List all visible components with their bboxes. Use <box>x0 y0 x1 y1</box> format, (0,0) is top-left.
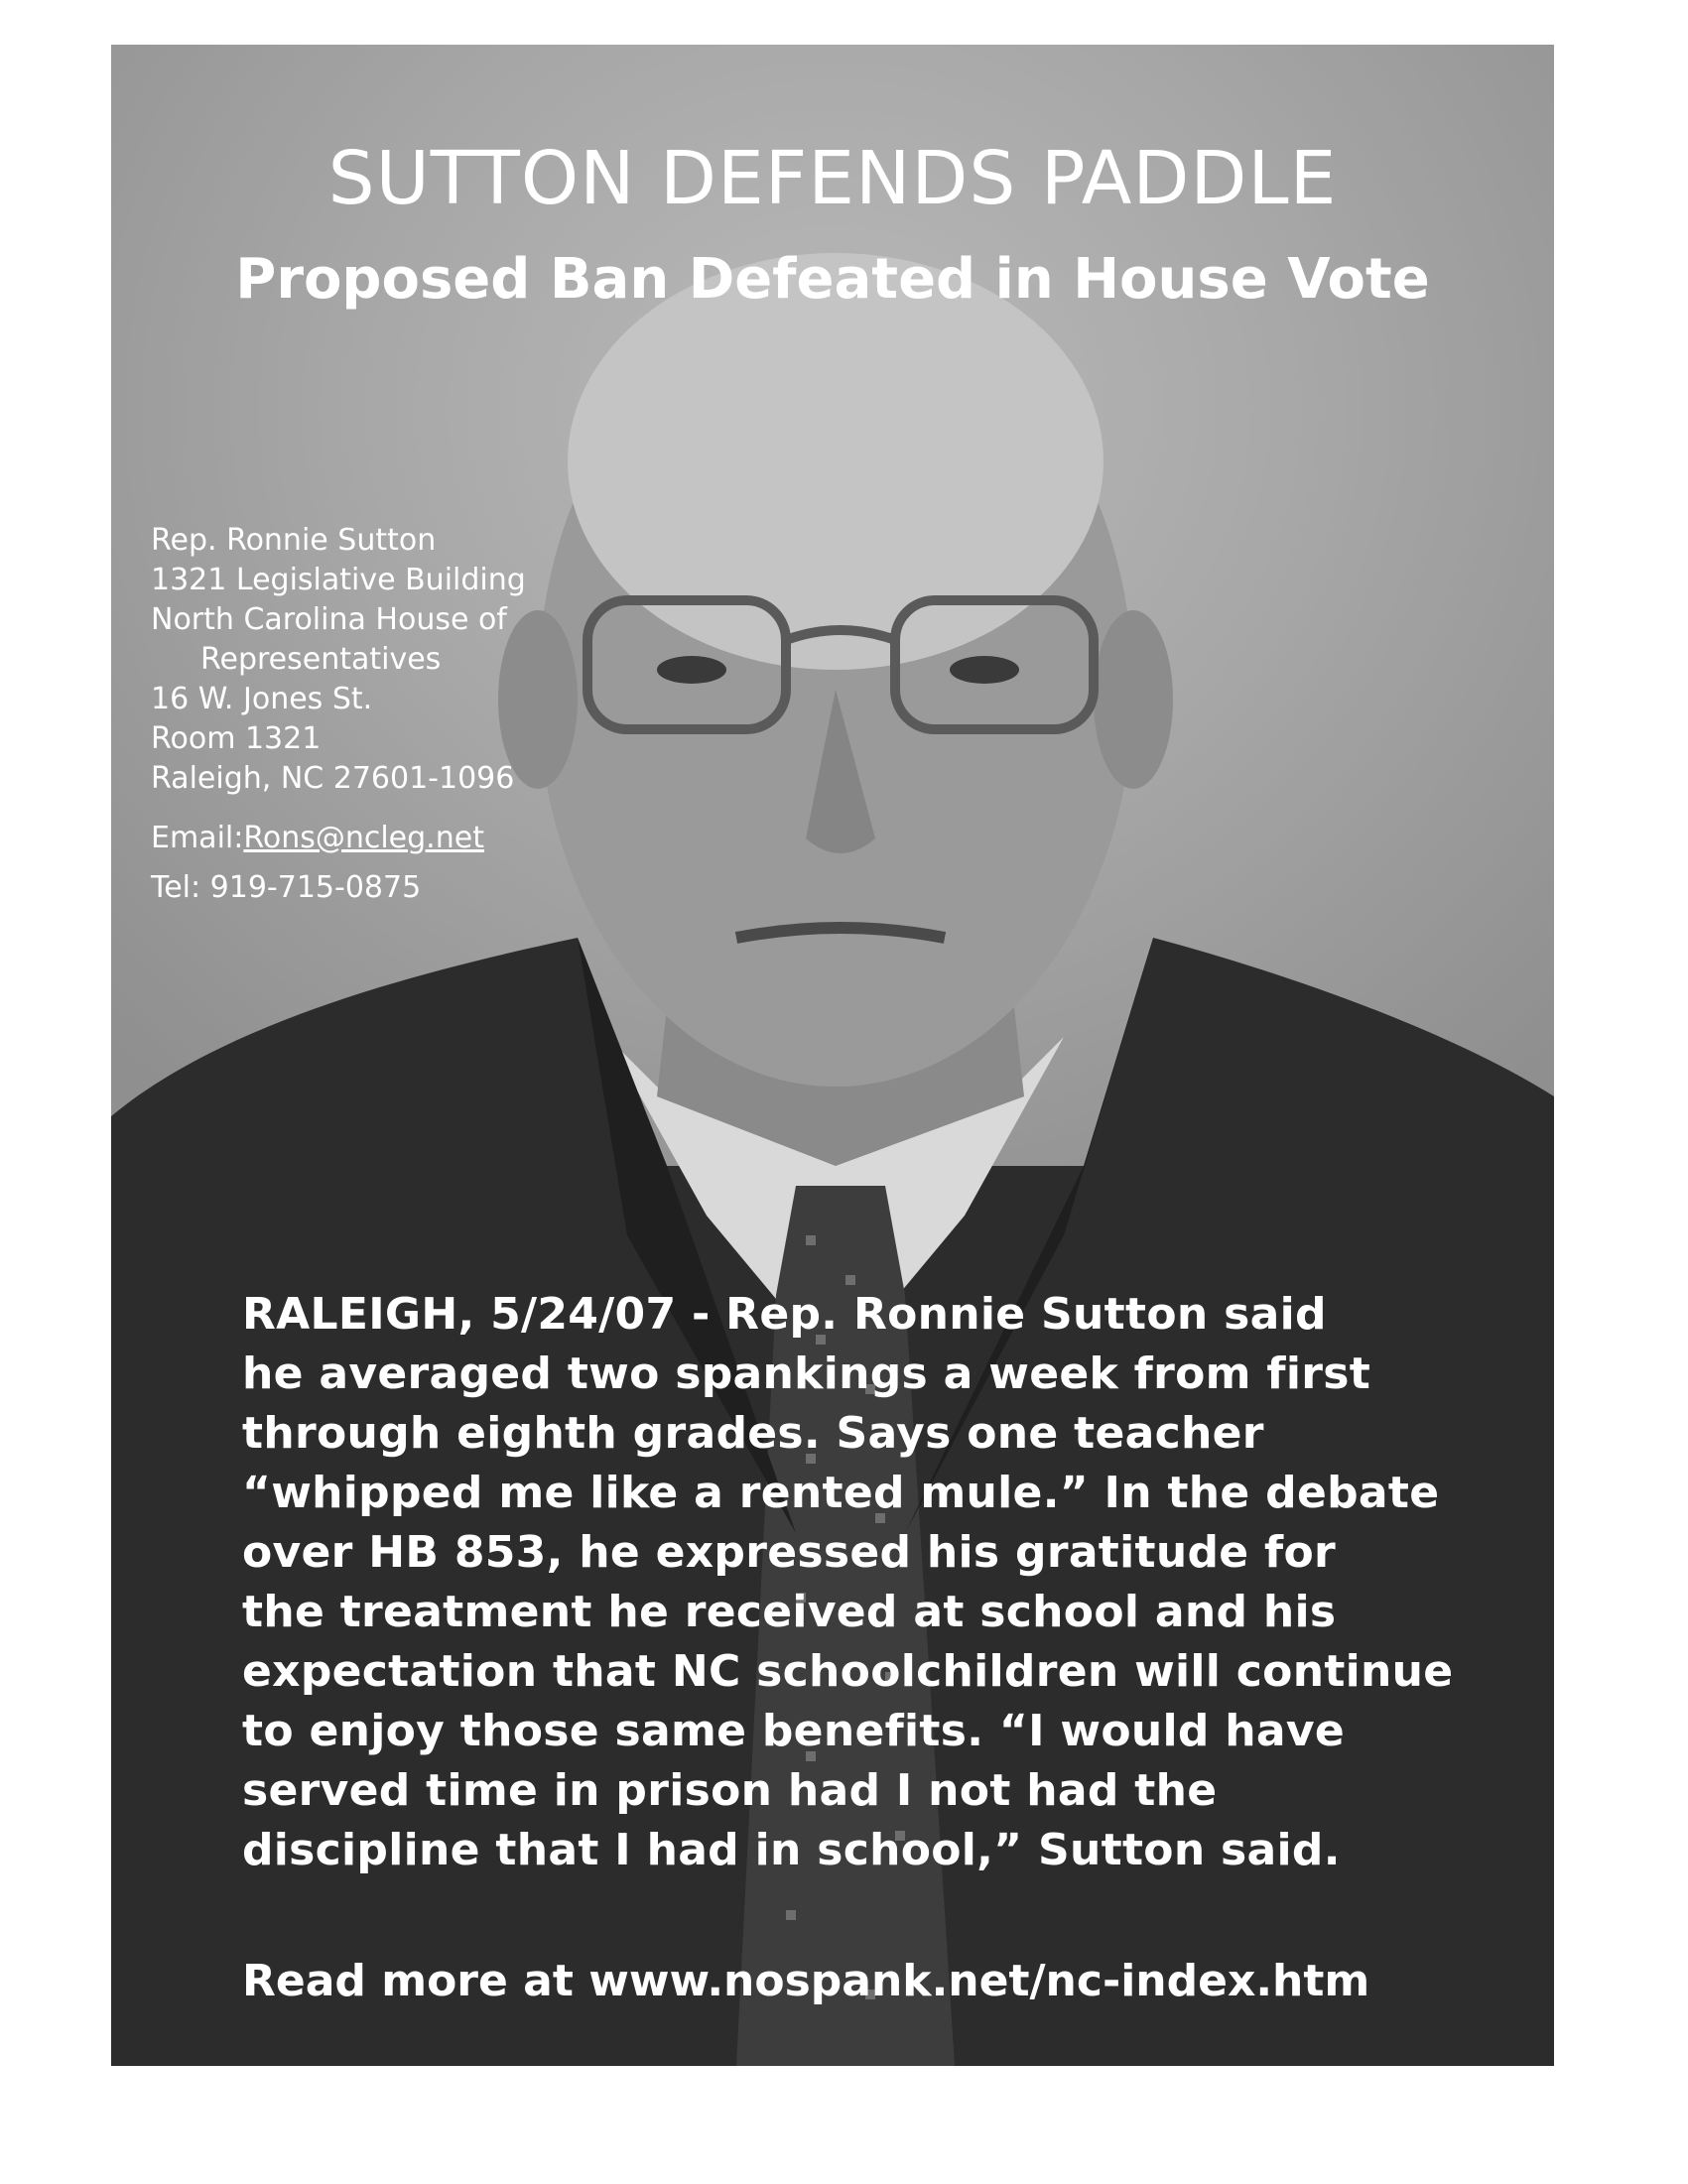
contact-tel: Tel: 919-715-0875 <box>151 870 422 905</box>
headline: SUTTON DEFENDS PADDLE <box>327 136 1338 221</box>
story-line: RALEIGH, 5/24/07 - Rep. Ronnie Sutton said <box>242 1289 1327 1340</box>
story-paragraph <box>242 1285 1512 1880</box>
story-line: through eighth grades. Says one teacher <box>242 1408 1264 1459</box>
story-line: “whipped me like a rented mule.” In the debate <box>242 1468 1440 1518</box>
contact-room: Room 1321 <box>151 721 322 756</box>
contact-street: 16 W. Jones St. <box>151 682 373 716</box>
story-line: discipline that I had in school,” Sutton said. <box>242 1825 1341 1875</box>
contact-building: 1321 Legislative Building <box>151 563 526 597</box>
subheadline: Proposed Ban Defeated in House Vote <box>235 247 1430 312</box>
story-line: over HB 853, he expressed his gratitude for <box>242 1527 1337 1578</box>
story-line: to enjoy those same benefits. “I would have <box>242 1706 1346 1756</box>
email-link[interactable]: Rons@ncleg.net <box>243 821 484 855</box>
story-line: he averaged two spankings a week from first <box>242 1349 1371 1399</box>
contact-name: Rep. Ronnie Sutton <box>151 523 437 558</box>
story-line: served time in prison had I not had the <box>242 1765 1218 1816</box>
read-more-link: Read more at www.nospank.net/nc-index.htm <box>242 1956 1370 2006</box>
contact-city: Raleigh, NC 27601-1096 <box>151 761 515 796</box>
contact-email-row <box>151 819 667 858</box>
contact-block <box>151 521 667 908</box>
flyer-poster <box>111 45 1554 2066</box>
email-label: Email: <box>151 821 244 855</box>
contact-house: North Carolina House of <box>151 602 507 637</box>
contact-house-cont: Representatives <box>200 642 442 677</box>
story-line: the treatment he received at school and his <box>242 1587 1337 1637</box>
story-line: expectation that NC schoolchildren will continue <box>242 1646 1454 1697</box>
